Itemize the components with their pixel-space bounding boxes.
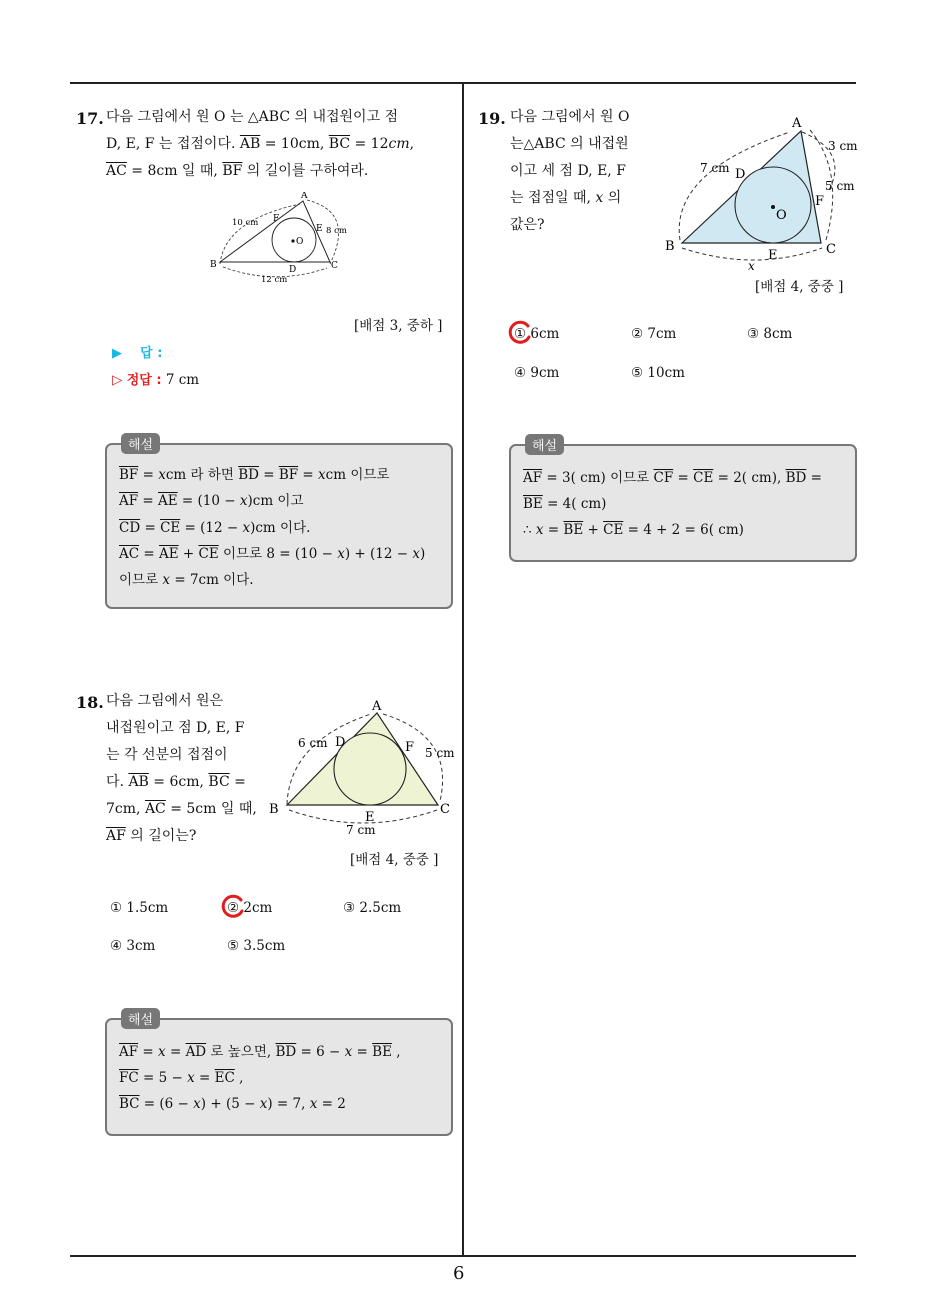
text-run: ③ — [747, 326, 760, 342]
text-run: ④ — [514, 365, 527, 381]
label-ab-length: 10 cm — [232, 218, 259, 228]
text-run: $\overline{AF}$ — [523, 470, 543, 486]
question-line: 다음 그림에서 원은 — [106, 693, 224, 709]
explanation-line — [119, 515, 310, 541]
bottom-rule — [70, 1255, 856, 1257]
unit-italic: cm — [388, 136, 410, 152]
text-run: $\overline{BD}$ — [275, 1044, 297, 1060]
label-b: B — [665, 239, 675, 254]
text-run: x — [595, 190, 604, 206]
text-run: = — [138, 467, 159, 483]
text-run: = — [194, 1070, 215, 1086]
score-meta: [배점 3, 중하 ] — [354, 318, 443, 334]
segment-ab: $\overline{AB}$ — [239, 136, 261, 152]
text-run: ① — [514, 326, 527, 342]
choice-5[interactable] — [227, 938, 285, 954]
text-run: = 6cm, — [148, 774, 209, 790]
text-run: 이므로 8 = (10 − — [218, 546, 338, 562]
text-run: )cm 이다. — [250, 520, 311, 536]
text-run: 로 높으면, — [206, 1044, 276, 1060]
choice-4[interactable] — [514, 365, 559, 381]
text-run: x — [239, 493, 248, 509]
label-a: A — [792, 116, 802, 131]
text-run: $\overline{FC}$ — [119, 1070, 139, 1086]
question-number: 19. — [478, 109, 506, 128]
text-run: $\overline{BE}$ — [523, 496, 543, 512]
question-line — [106, 769, 256, 796]
text-run: x — [535, 522, 544, 538]
text-run: $\overline{AF}$ — [106, 828, 126, 844]
text-run: $\overline{BC}$ — [119, 1096, 140, 1112]
text-run: = 4 + 2 = 6( cm) — [623, 522, 744, 538]
text-run: = — [165, 1044, 186, 1060]
text-run: = — [543, 522, 564, 538]
text-run: $\overline{AF}$ — [119, 1044, 139, 1060]
text-run: ⑤ — [631, 365, 644, 381]
question-line: 는△ABC 의 내접원 — [510, 136, 629, 152]
explanation-tag: 해설 — [525, 434, 564, 455]
figure-19 — [660, 112, 860, 274]
text-run: = 10cm, — [260, 136, 329, 152]
text-run: $\overline{AC}$ — [119, 546, 140, 562]
segment-bc: $\overline{BC}$ — [328, 136, 351, 152]
question-line: 다음 그림에서 원 O — [510, 109, 630, 125]
text-run: = (12 − — [180, 520, 243, 536]
label-ad-length: 7 cm — [700, 161, 730, 175]
label-x: x — [748, 259, 755, 273]
text-run: $\overline{BD}$ — [785, 470, 807, 486]
selected-answer-mark — [220, 894, 246, 920]
text-run: $\overline{AC}$ — [144, 801, 166, 817]
text-run: $\overline{AE}$ — [159, 546, 179, 562]
question-line — [106, 131, 458, 158]
text-run: x — [158, 1044, 166, 1060]
text-run: $\overline{AB}$ — [128, 774, 149, 790]
label-d: D — [289, 265, 297, 275]
text-run: $\overline{BD}$ — [238, 467, 259, 483]
text-run: 의 길이를 구하여라. — [242, 163, 369, 179]
explanation-tag: 해설 — [121, 1008, 160, 1029]
text-run: 다. — [106, 774, 129, 790]
text-run: 6cm — [530, 326, 560, 342]
text-run: $\overline{BE}$ — [563, 522, 584, 538]
text-run: = — [298, 467, 319, 483]
text-run: 의 길이는? — [125, 828, 197, 844]
text-run: x — [193, 1096, 201, 1112]
label-bc-length: 7 cm — [346, 823, 376, 837]
choice-4[interactable] — [110, 938, 155, 954]
question-line: 다음 그림에서 원 O 는 △ABC 의 내접원이고 점 — [106, 109, 399, 125]
text-run: = 5 − — [138, 1070, 188, 1086]
text-run: = — [229, 774, 246, 790]
text-run: ) + (12 − — [344, 546, 413, 562]
text-run: x — [242, 520, 251, 536]
label-b: B — [269, 802, 279, 817]
explanation-line — [119, 1039, 401, 1065]
question-line — [106, 823, 256, 850]
text-run: $\overline{CE}$ — [198, 546, 219, 562]
text-run: cm 이므로 — [325, 467, 390, 483]
label-c: C — [331, 261, 338, 271]
answer-label: 답 : — [140, 346, 163, 361]
question-text — [106, 688, 256, 850]
text-run: = 2 — [317, 1096, 346, 1112]
choice-3[interactable] — [747, 326, 792, 342]
question-line: 값은? — [510, 217, 545, 233]
text-run: = — [352, 1044, 373, 1060]
page-number: 6 — [453, 1263, 465, 1284]
text-run: $\overline{BE}$ — [372, 1044, 392, 1060]
correct-answer-row — [112, 369, 199, 388]
explanation-line — [119, 541, 425, 567]
explanation-line — [119, 488, 304, 514]
question-line — [106, 158, 458, 185]
explanation-box — [105, 438, 453, 609]
explanation-line — [119, 462, 389, 488]
label-o: O — [776, 208, 787, 223]
text-run: 의 — [603, 190, 622, 206]
label-d: D — [735, 167, 746, 182]
text-run: = 5cm 일 때, — [165, 801, 257, 817]
text-run: D, E, F 는 접점이다. — [106, 136, 240, 152]
play-outline-icon: ▷ — [112, 372, 123, 388]
text-run: 7cm — [647, 326, 677, 342]
label-e: E — [316, 224, 323, 234]
text-run: ① — [110, 900, 123, 916]
text-run: = — [138, 493, 159, 509]
text-run: ) — [419, 546, 426, 562]
label-e: E — [365, 810, 375, 825]
label-bc-length: 12 cm — [261, 275, 288, 285]
text-run: x — [412, 546, 420, 562]
question-text — [510, 104, 645, 239]
question-line: 는 각 선분의 접점이 — [106, 747, 228, 763]
column-divider — [462, 82, 464, 1256]
text-run: 이므로 — [119, 572, 163, 588]
text-run: = — [806, 470, 822, 486]
text-run: 9cm — [530, 365, 560, 381]
text-run: $\overline{CE}$ — [603, 522, 624, 538]
choice-2[interactable] — [631, 326, 676, 342]
question-number: 18. — [76, 693, 104, 712]
text-run: = — [258, 467, 279, 483]
question-line: 이고 세 점 D, E, F — [510, 163, 626, 179]
text-run: 2cm — [243, 900, 273, 916]
text-run: = — [140, 520, 161, 536]
label-f: F — [815, 194, 825, 209]
text-run: ② — [631, 326, 644, 342]
text-run: = 3( cm) 이므로 — [542, 470, 654, 486]
text-run: , — [409, 136, 415, 152]
figure-17 — [205, 192, 355, 286]
text-run: = 4( cm) — [542, 496, 607, 512]
question-number: 17. — [76, 109, 104, 128]
text-run: , — [234, 1070, 244, 1086]
correct-label: 정답 : — [126, 373, 162, 388]
text-run: $\overline{BF}$ — [119, 467, 139, 483]
label-b: B — [210, 260, 217, 270]
text-run: $\overline{CF}$ — [653, 470, 674, 486]
label-d: D — [335, 735, 346, 750]
label-c: C — [440, 802, 450, 817]
explanation-box — [105, 1013, 453, 1136]
selected-answer-mark — [507, 320, 533, 346]
score-meta: [배점 4, 중중 ] — [755, 279, 844, 295]
explanation-line — [523, 465, 822, 491]
text-run: $\overline{EC}$ — [214, 1070, 235, 1086]
text-run: $\overline{AD}$ — [185, 1044, 207, 1060]
text-run: 는 접점일 때, — [510, 190, 596, 206]
text-run: $\overline{BF}$ — [278, 467, 299, 483]
score-meta: [배점 4, 중중 ] — [350, 852, 439, 868]
explanation-line — [119, 1065, 243, 1091]
text-run: $\overline{AF}$ — [119, 493, 139, 509]
text-run: x — [309, 1096, 318, 1112]
text-run: ∴ — [523, 522, 536, 538]
text-run: = 12 — [350, 136, 389, 152]
label-o: O — [296, 237, 304, 247]
text-run: x — [259, 1096, 268, 1112]
text-run: cm 라 하면 — [165, 467, 239, 483]
text-run: , — [391, 1044, 401, 1060]
text-run: ) + (5 − — [200, 1096, 260, 1112]
explanation-line — [119, 1091, 346, 1117]
text-run: $\overline{AE}$ — [158, 493, 178, 509]
label-fc-length: 5 cm — [825, 179, 855, 193]
text-run: 2.5cm — [359, 900, 402, 916]
text-run: 10cm — [647, 365, 685, 381]
text-run: x — [344, 1044, 353, 1060]
explanation-tag: 해설 — [121, 433, 160, 454]
text-run: = 8cm 일 때, — [126, 163, 223, 179]
text-run: x — [318, 467, 326, 483]
text-run: ) = 7, — [267, 1096, 310, 1112]
text-run: 8cm — [763, 326, 793, 342]
text-run: = 2( cm), — [713, 470, 786, 486]
label-a: A — [372, 699, 382, 714]
question-line — [106, 796, 256, 823]
text-run: = — [673, 470, 694, 486]
choice-3[interactable] — [343, 900, 401, 916]
text-run: ③ — [343, 900, 356, 916]
text-run: ④ — [110, 938, 123, 954]
label-ac-length: 8 cm — [326, 226, 347, 236]
answer-row — [112, 342, 162, 361]
text-run: 3cm — [126, 938, 156, 954]
question-line: 내접원이고 점 D, E, F — [106, 720, 245, 736]
label-f: F — [273, 214, 280, 224]
text-run: ② — [227, 900, 240, 916]
text-run: x — [187, 1070, 195, 1086]
text-run: x — [337, 546, 345, 562]
label-ac-length: 3 cm — [828, 139, 858, 153]
text-run: = 7cm 이다. — [170, 572, 254, 588]
explanation-line — [523, 517, 744, 543]
text-run: + — [583, 522, 604, 538]
text-run: $\overline{BC}$ — [208, 774, 230, 790]
text-run: = — [138, 1044, 159, 1060]
text-run: $\overline{CE}$ — [160, 520, 181, 536]
text-run: = (10 − — [177, 493, 240, 509]
explanation-box — [509, 439, 857, 562]
label-ac-length: 5 cm — [425, 746, 455, 760]
text-run: $\overline{CE}$ — [693, 470, 714, 486]
choice-5[interactable] — [631, 365, 685, 381]
label-ab-length: 6 cm — [298, 736, 328, 750]
figure-18 — [265, 696, 460, 838]
choice-1[interactable] — [110, 900, 168, 916]
label-c: C — [826, 242, 836, 257]
text-run: 7cm, — [106, 801, 145, 817]
text-run: = — [139, 546, 159, 562]
play-icon: ▶ — [112, 346, 122, 361]
question-text — [106, 104, 458, 185]
text-run: = (6 − — [139, 1096, 194, 1112]
explanation-line — [523, 491, 606, 517]
label-a: A — [301, 192, 308, 201]
text-run: x — [162, 572, 171, 588]
text-run: $\overline{CD}$ — [119, 520, 141, 536]
text-run: x — [158, 467, 166, 483]
segment-bf: $\overline{BF}$ — [222, 163, 243, 179]
text-run: + — [178, 546, 199, 562]
text-run: )cm 이고 — [247, 493, 304, 509]
text-run: ⑤ — [227, 938, 240, 954]
segment-ac: $\overline{AC}$ — [106, 163, 127, 179]
explanation-line — [119, 567, 254, 593]
correct-value: 7 cm — [165, 372, 200, 388]
label-e: E — [768, 248, 778, 263]
text-run: 3.5cm — [243, 938, 286, 954]
text-run: 1.5cm — [126, 900, 169, 916]
question-line — [510, 185, 645, 212]
label-f: F — [405, 740, 415, 755]
text-run: = 6 − — [296, 1044, 345, 1060]
